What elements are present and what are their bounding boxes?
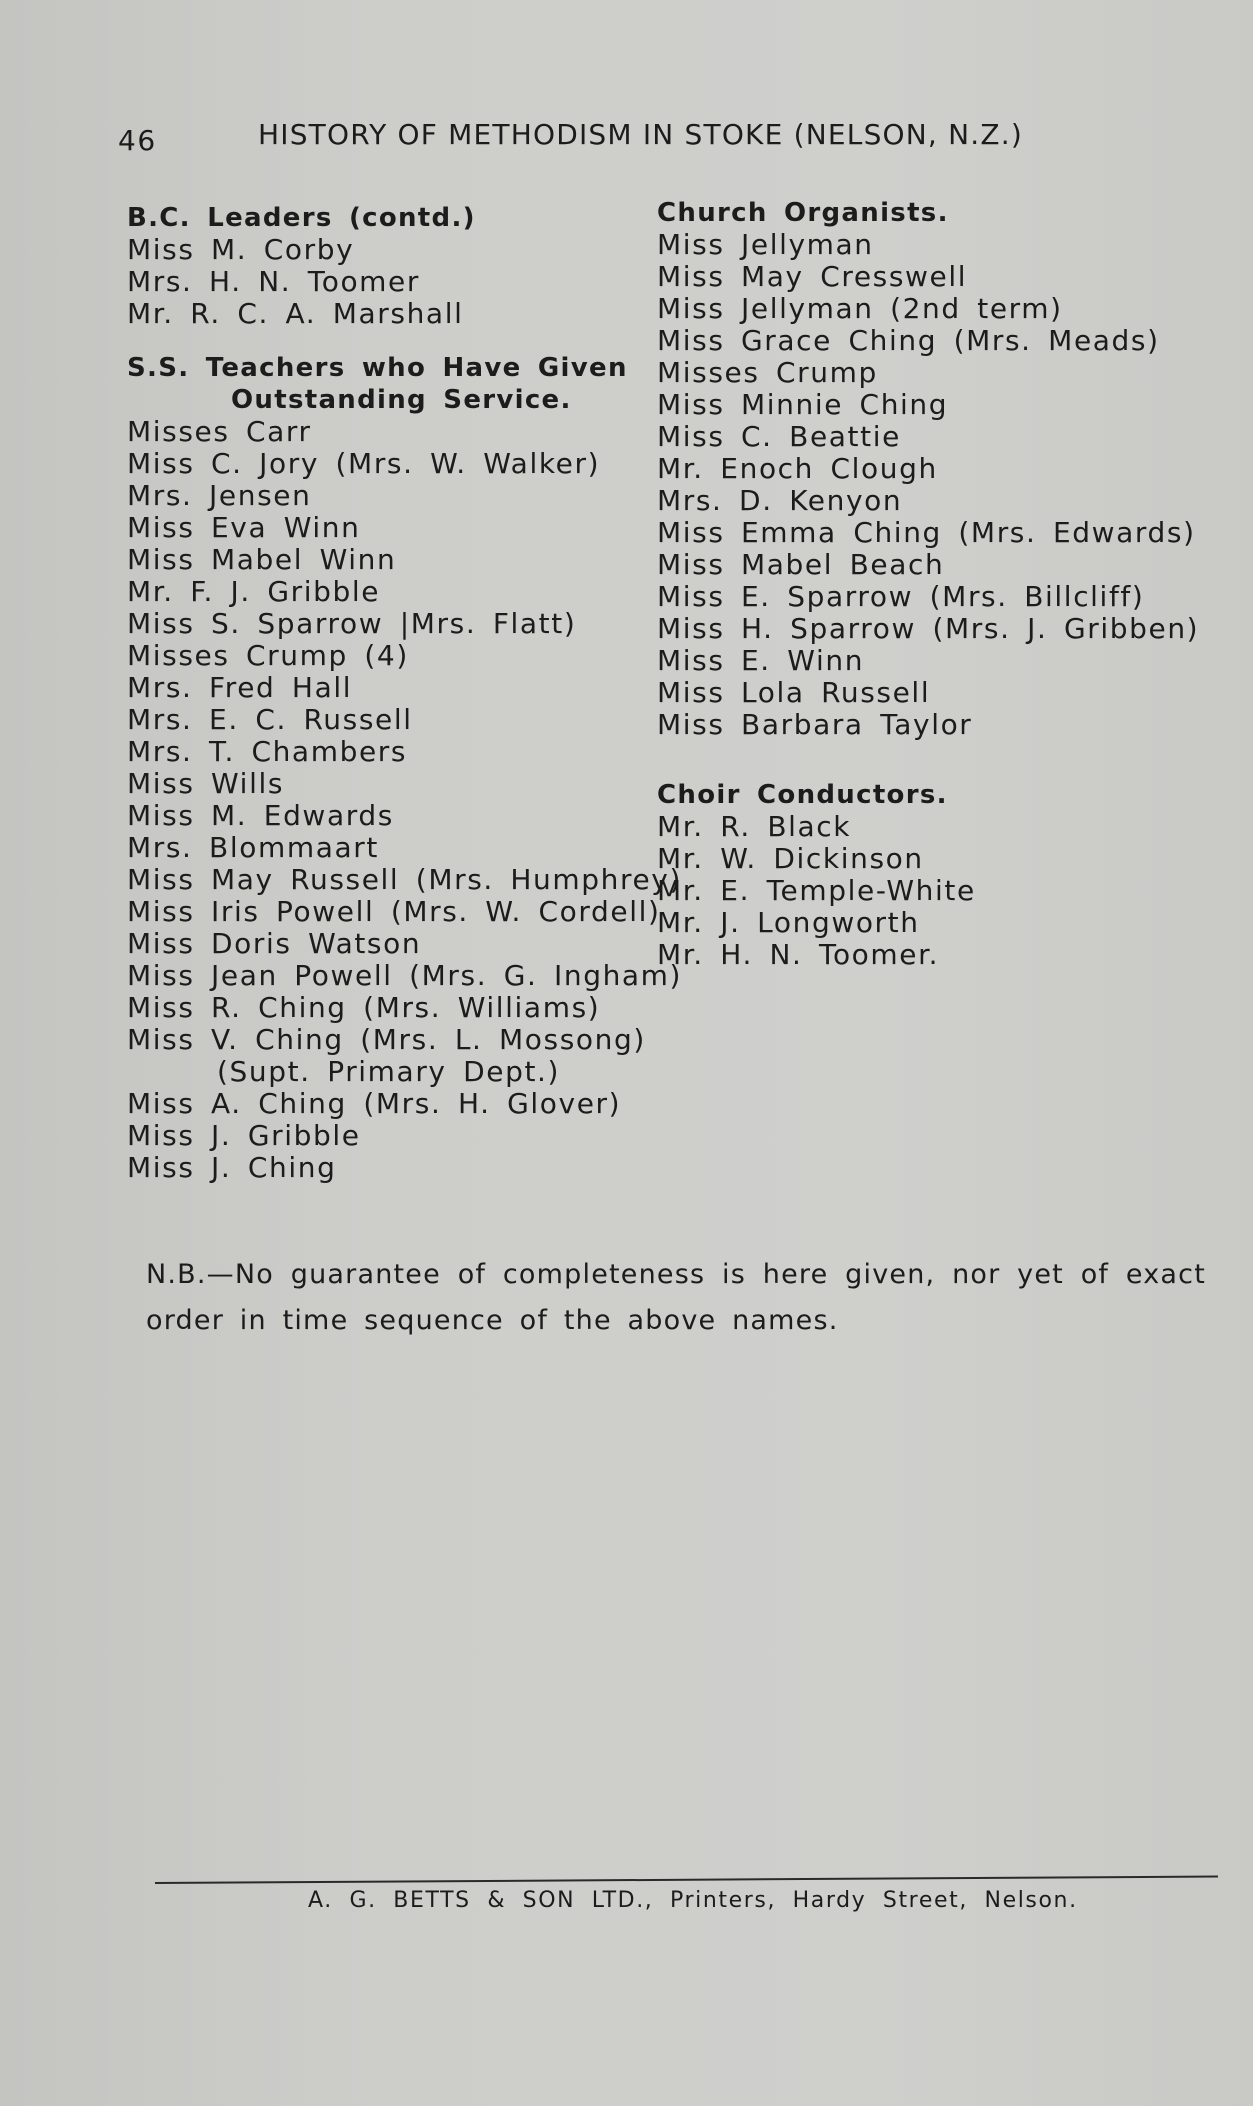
list-item: Mr. E. Temple-White	[657, 874, 976, 907]
completeness-note: N.B.—No guarantee of completeness is here given, nor yet of exact order in time sequence of the above names.	[146, 1259, 1206, 1336]
list-item: Mr. F. J. Gribble	[127, 575, 381, 608]
ss-teachers-heading: S.S. Teachers who Have Given	[127, 353, 628, 383]
list-item: Miss Doris Watson	[127, 927, 422, 960]
right-column	[657, 197, 1217, 993]
list-item: Miss E. Winn	[657, 644, 865, 677]
printer-imprint: A. G. BETTS & SON LTD., Printers, Hardy Street, Nelson.	[308, 1888, 1078, 1913]
list-item: Miss Eva Winn	[127, 511, 361, 544]
list-item: Miss Mabel Beach	[657, 548, 945, 581]
list-item: Mrs. D. Kenyon	[657, 484, 903, 517]
list-item: Miss Jean Powell (Mrs. G. Ingham)	[127, 959, 683, 992]
list-item: Mr. W. Dickinson	[657, 842, 924, 875]
list-item: Mr. R. Black	[657, 810, 852, 843]
list-item: Mrs. Fred Hall	[127, 671, 353, 704]
list-item: Miss Lola Russell	[657, 676, 931, 709]
list-item: Miss Barbara Taylor	[657, 708, 973, 741]
list-item: Miss Iris Powell (Mrs. W. Cordell)	[127, 895, 661, 928]
list-item: Mrs. H. N. Toomer	[127, 265, 420, 298]
bc-leaders-section	[127, 202, 667, 330]
list-item: Mrs. Blommaart	[127, 831, 379, 864]
list-item: Mr. R. C. A. Marshall	[127, 297, 464, 330]
list-item: Miss H. Sparrow (Mrs. J. Gribben)	[657, 612, 1200, 645]
page-number: 46	[118, 124, 157, 157]
ss-teachers-section	[127, 352, 683, 1184]
choir-heading: Choir Conductors.	[657, 780, 948, 810]
list-item: Mr. Enoch Clough	[657, 452, 938, 485]
list-item: Miss Jellyman	[657, 228, 874, 261]
list-item: Miss M. Edwards	[127, 799, 394, 832]
list-item: Miss May Cresswell	[657, 260, 968, 293]
list-item: Miss Mabel Winn	[127, 543, 397, 576]
list-item: Miss May Russell (Mrs. Humphrey)	[127, 863, 683, 896]
list-item: Misses Carr	[127, 415, 312, 448]
list-item: Miss Grace Ching (Mrs. Meads)	[657, 324, 1160, 357]
list-item: Misses Crump (4)	[127, 639, 409, 672]
list-item: Miss Jellyman (2nd term)	[657, 292, 1063, 325]
bc-leaders-heading: B.C. Leaders (contd.)	[127, 203, 476, 233]
list-item: Miss C. Beattie	[657, 420, 901, 453]
list-item: Misses Crump	[657, 356, 878, 389]
list-item: Miss C. Jory (Mrs. W. Walker)	[127, 447, 601, 480]
list-item: Mrs. T. Chambers	[127, 735, 408, 768]
list-item: Mr. H. N. Toomer.	[657, 938, 940, 971]
list-item: Miss J. Ching	[127, 1151, 337, 1184]
organists-heading: Church Organists.	[657, 198, 949, 228]
list-item: Miss V. Ching (Mrs. L. Mossong)	[127, 1023, 646, 1056]
list-item: Miss E. Sparrow (Mrs. Billcliff)	[657, 580, 1145, 613]
choir-section	[657, 779, 1217, 971]
running-title: HISTORY OF METHODISM IN STOKE (NELSON, N.Z.)	[258, 118, 1023, 151]
list-item: Miss Minnie Ching	[657, 388, 949, 421]
list-item: Mrs. E. C. Russell	[127, 703, 413, 736]
list-item-note: (Supt. Primary Dept.)	[217, 1055, 561, 1088]
list-item: Miss A. Ching (Mrs. H. Glover)	[127, 1087, 622, 1120]
list-item: Miss S. Sparrow |Mrs. Flatt)	[127, 607, 577, 640]
list-item: Miss M. Corby	[127, 233, 355, 266]
ss-teachers-heading-line2: Outstanding Service.	[231, 385, 572, 415]
list-item: Miss J. Gribble	[127, 1119, 361, 1152]
organists-section	[657, 197, 1217, 741]
list-item: Mrs. Jensen	[127, 479, 312, 512]
list-item: Miss R. Ching (Mrs. Williams)	[127, 991, 601, 1024]
left-column	[127, 202, 683, 1206]
list-item: Miss Emma Ching (Mrs. Edwards)	[657, 516, 1196, 549]
list-item: Mr. J. Longworth	[657, 906, 920, 939]
list-item: Miss Wills	[127, 767, 285, 800]
